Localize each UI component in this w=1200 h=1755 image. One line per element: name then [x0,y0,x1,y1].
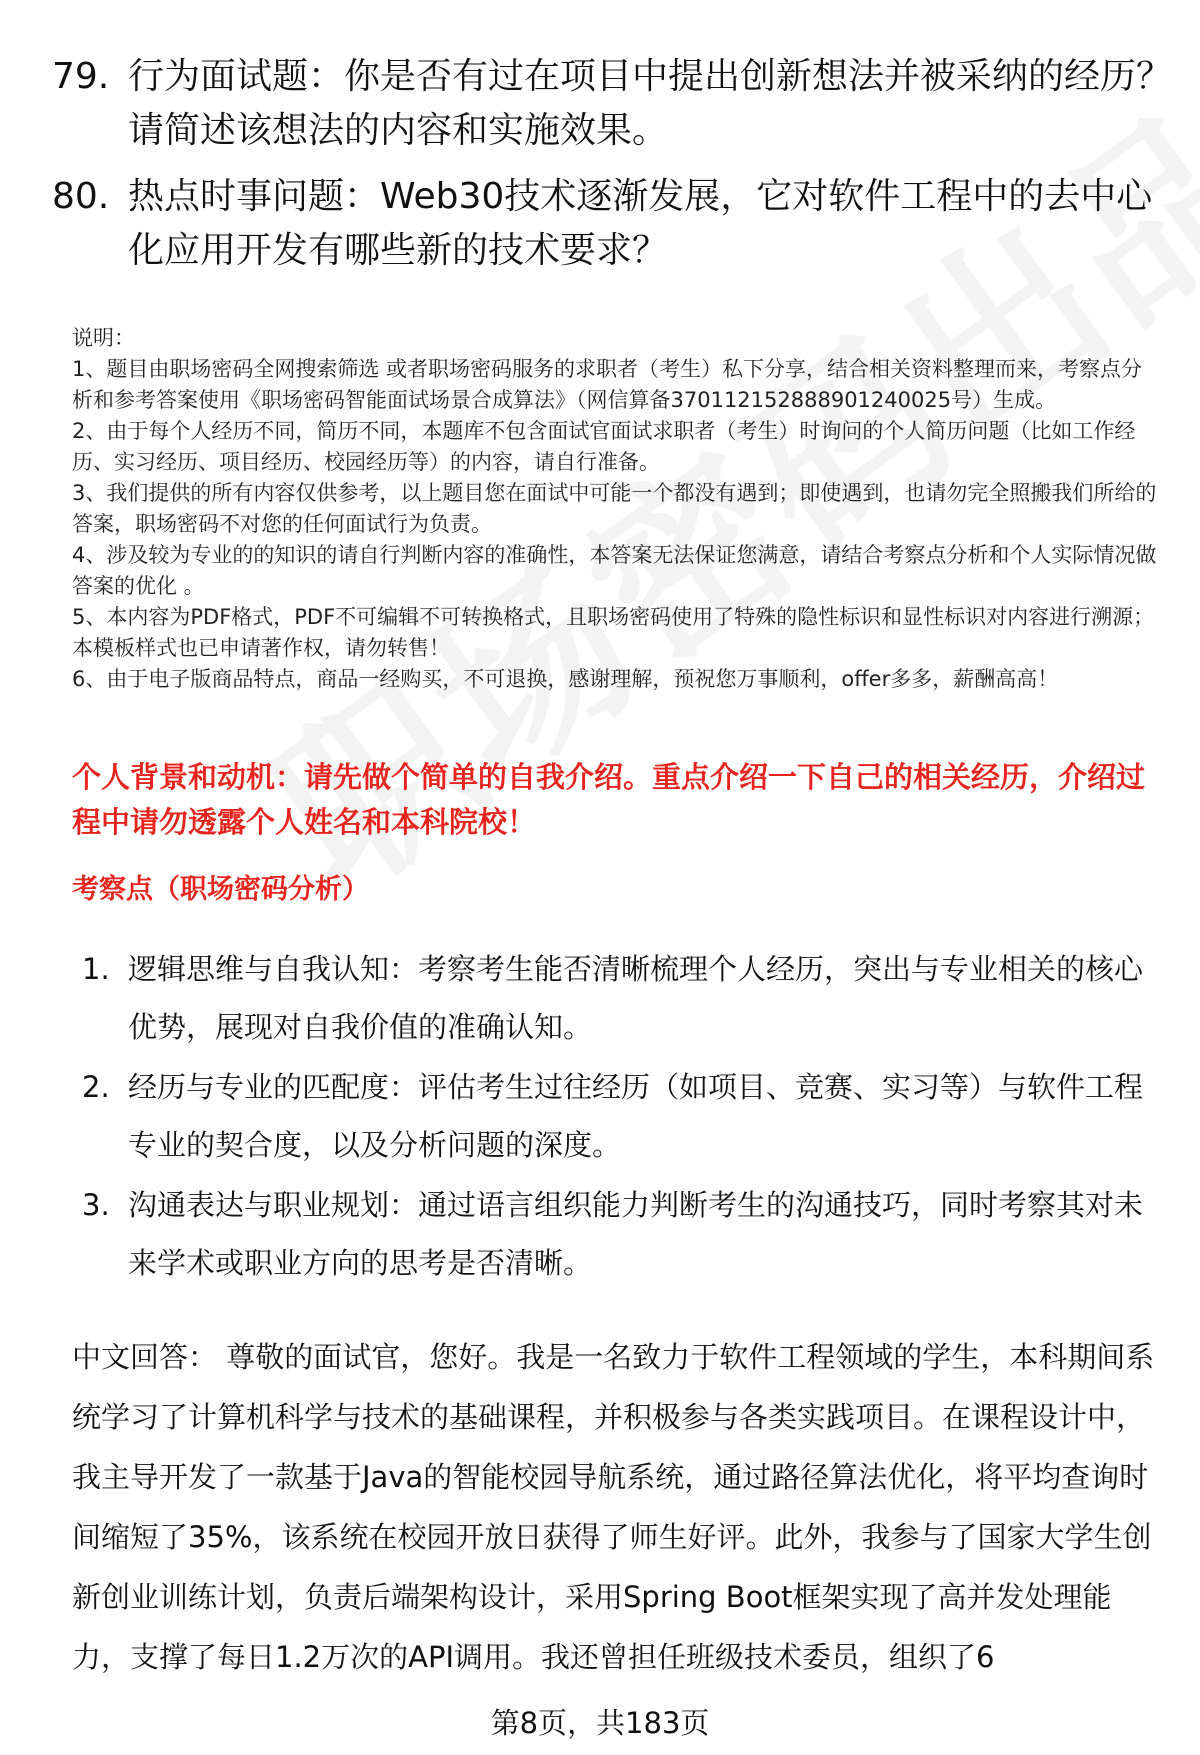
question-79 [52,50,1172,158]
page-footer: 第8页，共183页 [490,1706,710,1740]
list-item [82,1176,1162,1292]
question-80 [52,170,1172,278]
disclaimer-notes [72,323,1162,695]
list-item [82,1058,1162,1174]
background-question: 个人背景和动机：请先做个简单的自我介绍。重点介绍一下自己的相关经历，介绍过程中请勿透露个人姓名和本科院校！ [72,760,1146,839]
list-item [82,940,1162,1056]
list-item-number: 2. [82,1070,110,1104]
list-item-text: 沟通表达与职业规划：通过语言组织能力判断考生的沟通技巧，同时考察其对未来学术或职业方向的思考是否清晰。 [128,1188,1144,1280]
note-item: 5、本内容为PDF格式，PDF不可编辑不可转换格式，且职场密码使用了特殊的隐性标识和显性标识对内容进行溯源；本模板样式也已申请著作权，请勿转售！ [72,605,1155,660]
question-number: 79. [52,56,110,97]
note-item: 6、由于电子版商品特点，商品一经购买，不可退换，感谢理解，预祝您万事顺利，offer多多，薪酬高高！ [72,667,1059,691]
note-item: 4、涉及较为专业的的知识的请自行判断内容的准确性，本答案无法保证您满意，请结合考察点分析和个人实际情况做答案的优化 。 [72,543,1157,598]
note-item: 3、我们提供的所有内容仅供参考，以上题目您在面试中可能一个都没有遇到；即使遇到，也请勿完全照搬我们所给的答案，职场密码不对您的任何面试行为负责。 [72,481,1157,536]
question-number: 80. [52,176,110,217]
list-item-text: 逻辑思维与自我认知：考察考生能否清晰梳理个人经历，突出与专业相关的核心优势，展现对自我价值的准确认知。 [128,952,1144,1044]
kaocha-heading: 考察点（职场密码分析） [72,874,369,905]
note-item: 2、由于每个人经历不同，简历不同，本题库不包含面试官面试求职者（考生）时询问的个人简历问题（比如工作经历、实习经历、项目经历、校园经历等）的内容，请自行准备。 [72,419,1136,474]
list-item-number: 1. [82,952,110,986]
question-text: 热点时事问题：Web30技术逐渐发展，它对软件工程中的去中心化应用开发有哪些新的技术要求？ [128,176,1153,271]
notes-heading: 说明： [72,326,135,350]
kaocha-points-list [82,940,1162,1294]
question-text: 行为面试题：你是否有过在项目中提出创新想法并被采纳的经历？请简述该想法的内容和实施效果。 [128,56,1173,151]
note-item: 1、题目由职场密码全网搜索筛选 或者职场密码服务的求职者（考生）私下分享，结合相关资料整理而来，考察点分析和参考答案使用《职场密码智能面试场景合成算法》（网信算备370112152888901240025号）生成。 [72,357,1143,412]
answer-paragraph: 中文回答： 尊敬的面试官，您好。我是一名致力于软件工程领域的学生，本科期间系统学习了计算机科学与技术的基础课程，并积极参与各类实践项目。在课程设计中，我主导开发了一款基于Java的智能校园导航系统，通过路径算法优化，将平均查询时间缩短了35%，该系统在校园开放日获得了师生好评。此外，我参与了国家大学生创新创业训练计划，负责后端架构设计，采用Spring Boot框架实现了高并发处理能力，支撑了每日1.2万次的API调用。我还曾担任班级技术委员，组织了6 [72,1340,1155,1674]
list-item-text: 经历与专业的匹配度：评估考生过往经历（如项目、竞赛、实习等）与软件工程专业的契合度，以及分析问题的深度。 [128,1070,1144,1162]
list-item-number: 3. [82,1188,110,1222]
